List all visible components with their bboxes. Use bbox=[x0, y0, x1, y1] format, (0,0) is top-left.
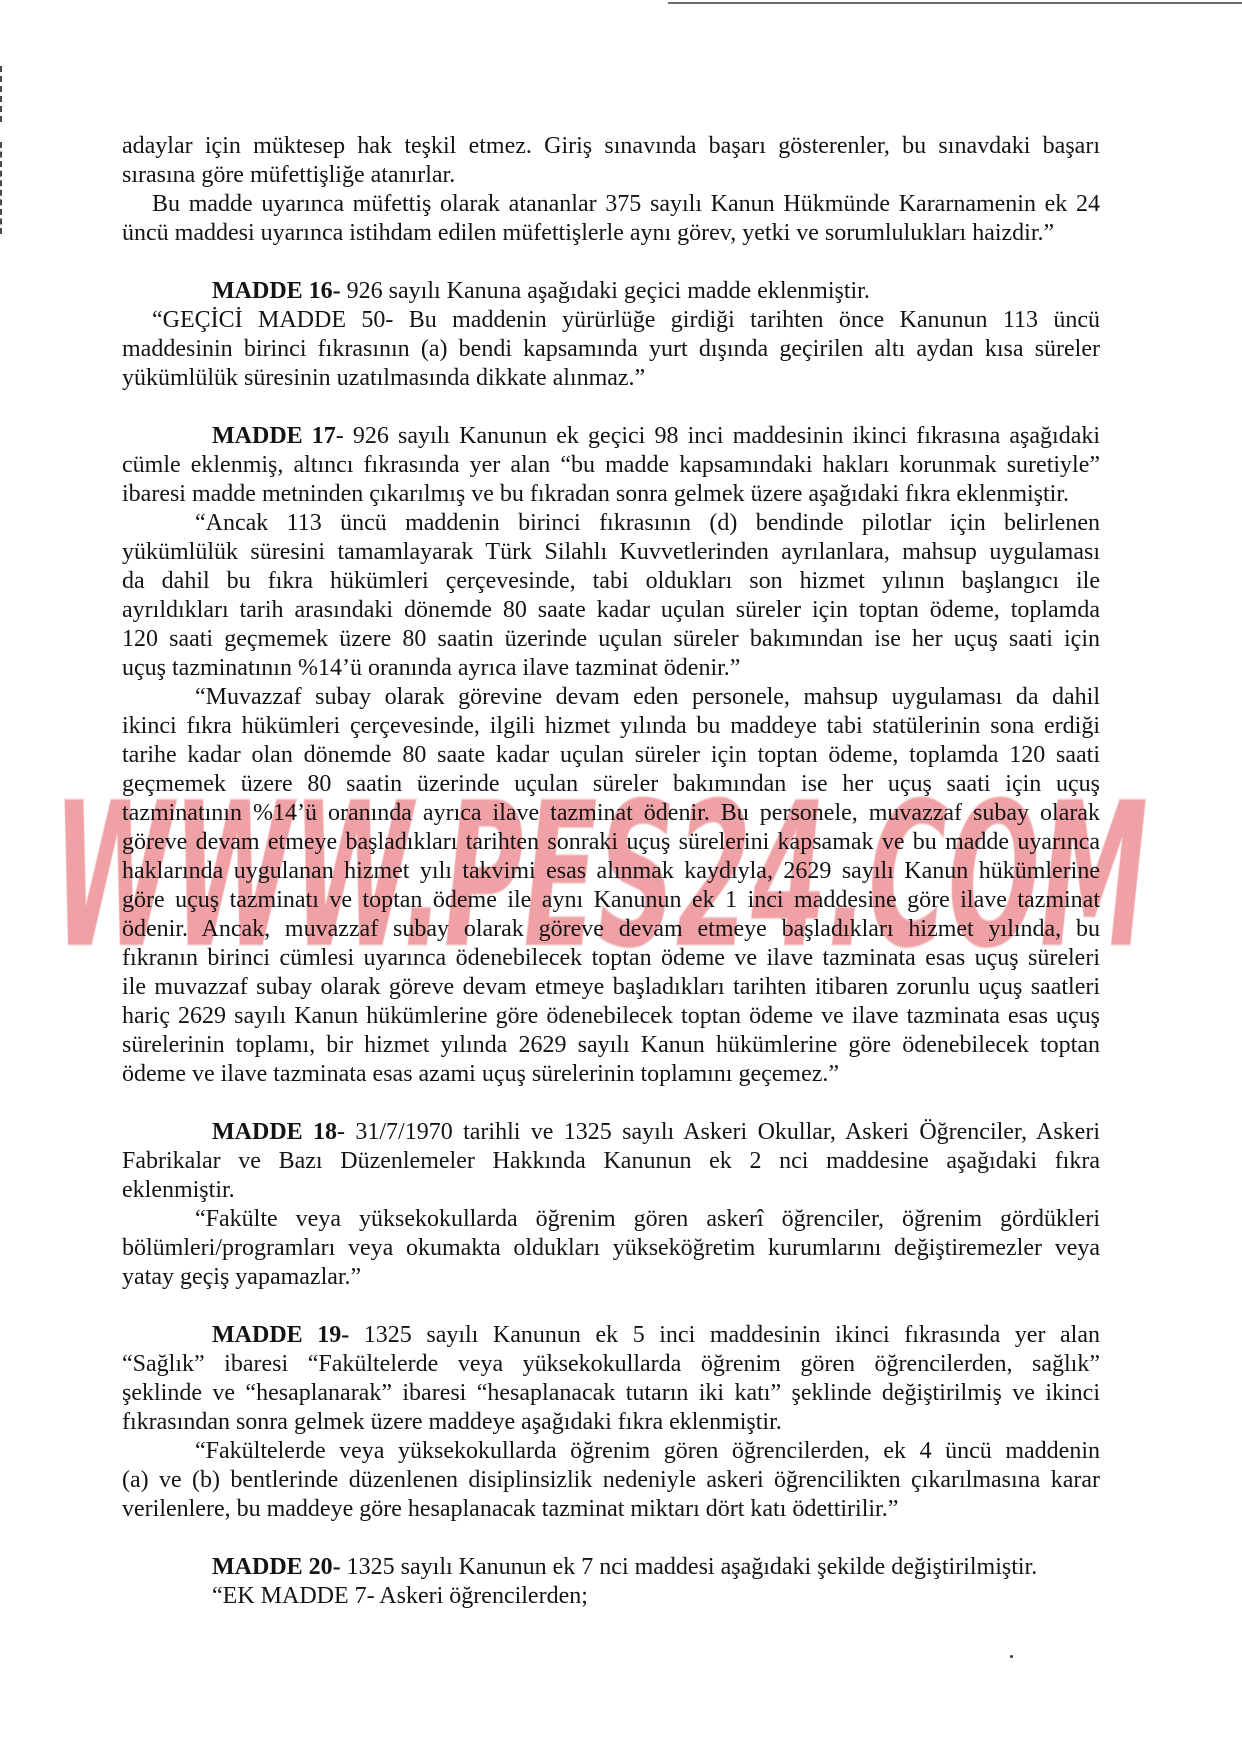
text-line: sürelerinin toplamı, bir hizmet yılında 2629 sayılı Kanun hükümlerine göre ödenebilecek toptan bbox=[122, 1032, 1100, 1058]
text-line: fıkrasından sonra gelmek üzere maddeye aşağıdaki fıkra eklenmiştir. bbox=[122, 1409, 782, 1435]
text-line: da dahil bu fıkra hükümleri çerçevesinde, tabi oldukları son hizmet yılının başlangıcı ile bbox=[122, 568, 1100, 594]
text-line: göre uçuş tazminatı ve toptan ödeme ile aynı Kanunun ek 1 inci maddesine göre ilave tazminat bbox=[122, 887, 1100, 913]
article-heading-line bbox=[122, 1553, 1100, 1582]
article-label: MADDE 19- bbox=[212, 1322, 350, 1348]
text-line: üncü maddesi uyarınca istihdam edilen müfettişlerle aynı görev, yetki ve sorumlulukları haizdir.” bbox=[122, 220, 1055, 246]
watermark-text: WWW.PES24.COM bbox=[53, 760, 1148, 993]
text-line: geçmemek üzere 80 saatin üzerinde uçulan süreler bakımından ise her uçuş saati için uçuş bbox=[122, 771, 1100, 797]
text-line: ibaresi madde metninden çıkarılmış ve bu fıkradan sonra gelmek üzere aşağıdaki fıkra eklenmiştir. bbox=[122, 481, 1070, 507]
text-line: “GEÇİCİ MADDE 50- Bu maddenin yürürlüğe girdiği tarihten önce Kanunun 113 üncü bbox=[152, 307, 1100, 333]
intro-block bbox=[122, 132, 1100, 248]
article-label: MADDE 16- bbox=[212, 278, 341, 304]
text-line: verilenlere, bu maddeye göre hesaplanacak tazminat miktarı dört katı ödettirilir.” bbox=[122, 1496, 899, 1522]
text-line: fıkranın birinci cümlesi uyarınca ödenebilecek toptan ödeme ve ilave tazminata esas uçuş süreleri bbox=[122, 945, 1100, 971]
article-text: - 926 sayılı Kanunun ek geçici 98 inci maddesinin ikinci fıkrasına aşağıdaki bbox=[335, 423, 1100, 449]
text-line: adaylar için müktesep hak teşkil etmez. Giriş sınavında başarı gösterenler, bu sınavdaki başarı bbox=[122, 133, 1100, 159]
article-heading-line bbox=[122, 422, 1100, 451]
text-line: Fabrikalar ve Bazı Düzenlemeler Hakkında Kanunun ek 2 nci maddesine aşağıdaki fıkra bbox=[122, 1148, 1100, 1174]
article-16 bbox=[122, 277, 1100, 393]
text-line: uçuş tazminatının %14’ü oranında ayrıca ilave tazminat ödenir.” bbox=[122, 655, 741, 681]
text-line: bölümleri/programları veya okumakta oldukları yükseköğretim kurumlarını değiştiremezler veya bbox=[122, 1235, 1100, 1261]
article-20 bbox=[122, 1553, 1100, 1611]
text-line: 120 saati geçmemek üzere 80 saatin üzerinde uçulan süreler bakımından ise her uçuş saati için bbox=[122, 626, 1100, 652]
text-line: ödenir. Ancak, muvazzaf subay olarak göreve devam etmeye başladıkları hizmet yılında, bu bbox=[122, 916, 1100, 942]
article-text: 926 sayılı Kanuna aşağıdaki geçici madde eklenmiştir. bbox=[340, 278, 870, 304]
text-line: “Muvazzaf subay olarak görevine devam eden personele, mahsup uygulaması da dahil bbox=[195, 684, 1100, 710]
text-line: sırasına göre müfettişliğe atanırlar. bbox=[122, 162, 456, 188]
text-line: “Fakültelerde veya yüksekokullarda öğrenim gören öğrencilerden, ek 4 üncü maddenin bbox=[195, 1438, 1100, 1464]
text-line: yükümlülük süresinin uzatılmasında dikkate alınmaz.” bbox=[122, 365, 646, 391]
text-line: şeklinde ve “hesaplanarak” ibaresi “hesaplanacak tutarın iki katı” şeklinde değiştirilmiş ve ikinci bbox=[122, 1380, 1100, 1406]
text-line: “Fakülte veya yüksekokullarda öğrenim gören askerî öğrenciler, öğrenim gördükleri bbox=[195, 1206, 1100, 1232]
article-label: MADDE 20- bbox=[212, 1554, 341, 1580]
scan-edge-mark bbox=[0, 66, 2, 122]
text-line: “EK MADDE 7- Askeri öğrencilerden; bbox=[212, 1583, 588, 1609]
article-text: - 31/7/1970 tarihli ve 1325 sayılı Askeri Okullar, Askeri Öğrenciler, Askeri bbox=[337, 1119, 1100, 1145]
document-body bbox=[122, 132, 1100, 1611]
article-label: MADDE 18 bbox=[212, 1119, 338, 1145]
text-line: yatay geçiş yapamazlar.” bbox=[122, 1264, 362, 1290]
text-line: maddesinin birinci fıkrasının (a) bendi kapsamında yurt dışında geçirilen altı aydan kısa süreler bbox=[122, 336, 1100, 362]
article-label: MADDE 17 bbox=[212, 423, 336, 449]
text-line: “Sağlık” ibaresi “Fakültelerde veya yüksekokullarda öğrenim gören öğrencilerden, sağlık” bbox=[122, 1351, 1100, 1377]
text-line: eklenmiştir. bbox=[122, 1177, 235, 1203]
text-line: ile muvazzaf subay olarak göreve devam etmeye başladıkları tarihten itibaren zorunlu uçuş saatleri bbox=[122, 974, 1100, 1000]
article-text: 1325 sayılı Kanunun ek 7 nci maddesi aşağıdaki şekilde değiştirilmiştir. bbox=[340, 1554, 1038, 1580]
text-line: (a) ve (b) bentlerinde düzenlenen disiplinsizlik nedeniyle askeri öğrencilikten çıkarılmasına karar bbox=[122, 1467, 1100, 1493]
text-line: ayrıldıkları tarih arasındaki dönemde 80 saate kadar uçulan süreler için toptan ödeme, toplamda bbox=[122, 597, 1100, 623]
article-heading-line bbox=[122, 277, 1100, 306]
article-heading-line bbox=[122, 1321, 1100, 1350]
text-line: tazminatının %14’ü oranında ayrıca ilave tazminat ödenir. Bu personele, muvazzaf subay olarak bbox=[122, 800, 1100, 826]
text-line: cümle eklenmiş, altıncı fıkrasında yer alan “bu madde kapsamındaki hakları korunmak suretiyle” bbox=[122, 452, 1100, 478]
article-19 bbox=[122, 1321, 1100, 1524]
text-line: hariç 2629 sayılı Kanun hükümlerine göre ödenebilecek toptan ödeme ve ilave tazminata esas uçuş bbox=[122, 1003, 1100, 1029]
text-line: ikinci fıkra hükümleri çerçevesinde, ilgili hizmet yılında bu maddeye tabi statülerinin sona erdiği bbox=[122, 713, 1100, 739]
scan-edge-mark bbox=[0, 142, 2, 234]
article-17 bbox=[122, 422, 1100, 1089]
scan-top-rule bbox=[668, 2, 1242, 4]
text-line: tarihe kadar olan dönemde 80 saate kadar uçulan süreler için toptan ödeme, toplamda 120 saati bbox=[122, 742, 1100, 768]
text-line: haklarında uygulanan hizmet yılı takvimi esas alınmak kaydıyla, 2629 sayılı Kanun hükümlerine bbox=[122, 858, 1100, 884]
text-line: “Ancak 113 üncü maddenin birinci fıkrasının (d) bendinde pilotlar için belirlenen bbox=[195, 510, 1100, 536]
article-heading-line bbox=[122, 1118, 1100, 1147]
text-line: göreve devam etmeye başladıkları tarihten sonraki uçuş sürelerini kapsamak ve bu madde uyarınca bbox=[122, 829, 1100, 855]
scan-speck bbox=[1010, 1655, 1013, 1658]
text-line: ödeme ve ilave tazminata esas azami uçuş sürelerinin toplamını geçemez.” bbox=[122, 1061, 840, 1087]
text-line: Bu madde uyarınca müfettiş olarak atananlar 375 sayılı Kanun Hükmünde Kararnamenin ek 24 bbox=[152, 191, 1100, 217]
text-line: yükümlülük süresini tamamlayarak Türk Silahlı Kuvvetlerinden ayrılanlara, mahsup uygulaması bbox=[122, 539, 1100, 565]
article-18 bbox=[122, 1118, 1100, 1292]
article-text: 1325 sayılı Kanunun ek 5 inci maddesinin ikinci fıkrasında yer alan bbox=[349, 1322, 1100, 1348]
